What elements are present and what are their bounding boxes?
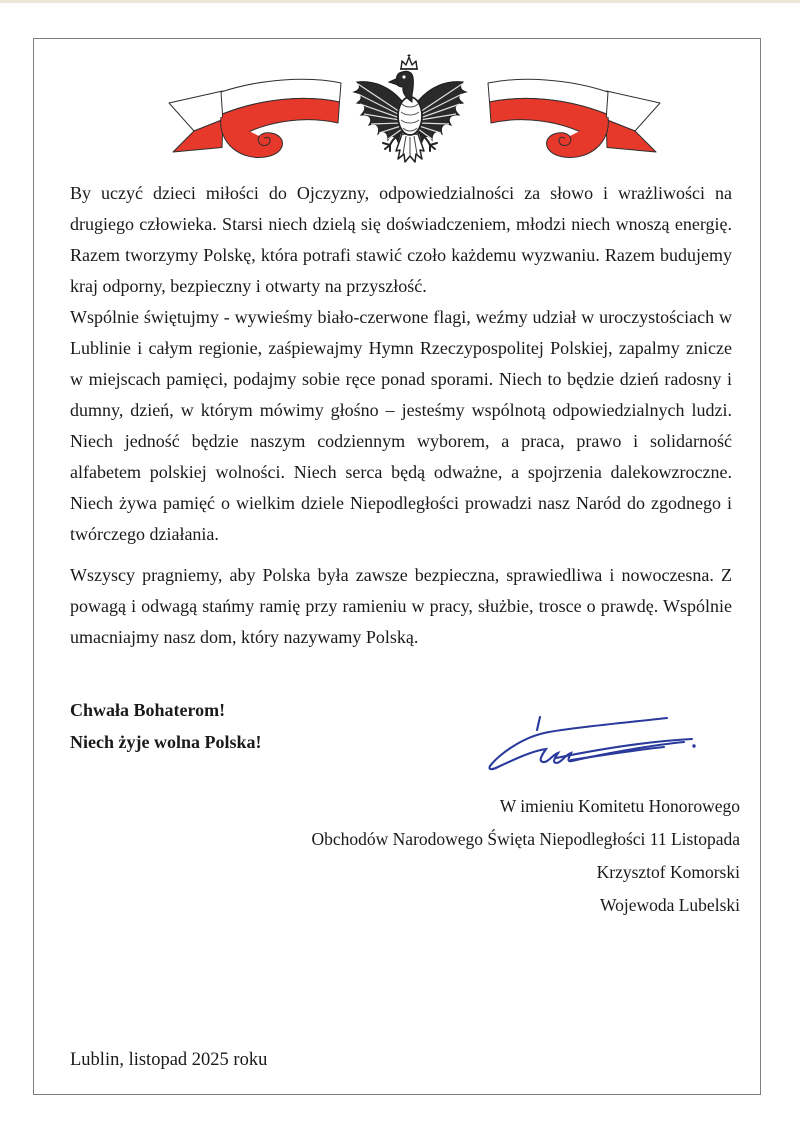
slogan-niech-zyje-polska: Niech żyje wolna Polska! (70, 732, 262, 752)
paragraph-1: By uczyć dzieci miłości do Ojczyzny, odpowiedzialności za słowo i wrażliwości na drugiego człowieka. Starsi niech dzielą się doświadczeniem, młodzi niech wnoszą energię. Razem tworzymy Polskę, która potrafi stawić czoło każdemu wyzwaniu. Razem budujemy kraj odporny, bezpieczny i otwarty na przyszłość. (70, 183, 732, 296)
paragraph-2: Wspólnie świętujmy - wywieśmy biało-czerwone flagi, weźmy udział w uroczystościach w Lublinie i całym regionie, zaśpiewajmy Hymn Rzeczypospolitej Polskiej, zapalmy znicze w miejscach pamięci, podajmy sobie ręce ponad sporami. Niech to będzie dzień radosny i dumny, dzień, w którym mówimy głośno – jesteśmy wspólnotą odpowiedzialnych ludzi. Niech jedność będzie naszym codziennym wyborem, a praca, prawo i solidarność alfabetem polskiej wolności. Niech serca będą odważne, a spojrzenia dalekowzroczne. Niech żywa pamięć o wielkim dziele Niepodległości prowadzi nasz Naród do zgodnego i twórczego działania. (70, 307, 732, 544)
letterhead (0, 0, 800, 180)
place-and-date: Lublin, listopad 2025 roku (70, 1050, 268, 1070)
slogan-chwala-bohaterom: Chwała Bohaterom! (70, 700, 226, 720)
polish-flag-ribbon-right-icon (484, 72, 664, 172)
letter-body (70, 178, 732, 653)
polish-flag-ribbon-left-icon (165, 72, 345, 172)
sign-line-name: Krzysztof Komorski (596, 862, 740, 882)
paragraph-3: Wszyscy pragniemy, aby Polska była zawsze bezpieczna, sprawiedliwa i nowoczesna. Z powagą i odwagą stańmy ramię przy ramieniu w pracy, służbie, trosce o prawdę. Wspólnie umacniajmy nasz dom, który nazywamy Polską. (70, 565, 732, 647)
sign-line-committee: W imieniu Komitetu Honorowego (499, 796, 740, 816)
closing-slogans (70, 694, 261, 758)
handwritten-signature (480, 703, 705, 783)
signature-block (60, 790, 740, 922)
sign-line-title: Wojewoda Lubelski (599, 895, 740, 915)
polish-eagle-emblem-icon (350, 54, 470, 168)
sign-line-celebration: Obchodów Narodowego Święta Niepodległości 11 Listopada (311, 829, 740, 849)
